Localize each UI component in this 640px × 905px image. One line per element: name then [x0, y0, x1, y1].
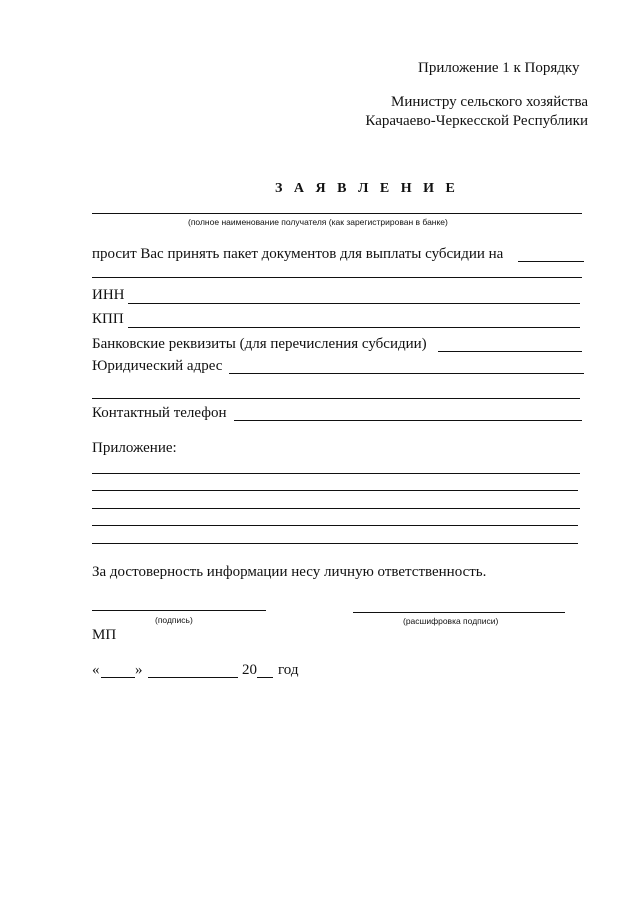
- date-year-field[interactable]: [257, 677, 273, 678]
- responsibility-statement: За достоверность информации несу личную ответственность.: [92, 564, 487, 580]
- addressee-line-2: Карачаево-Черкесской Республики: [365, 113, 588, 129]
- kpp-field[interactable]: [128, 327, 580, 328]
- document-title: З А Я В Л Е Н И Е: [275, 181, 459, 196]
- bank-details-label: Банковские реквизиты (для перечисления субсидии): [92, 336, 427, 352]
- request-text: просит Вас принять пакет документов для выплаты субсидии на: [92, 246, 504, 262]
- legal-address-field-cont[interactable]: [92, 398, 580, 399]
- date-year-word: год: [278, 662, 299, 678]
- signature-field[interactable]: [92, 610, 266, 611]
- stamp-place: МП: [92, 627, 117, 643]
- kpp-label: КПП: [92, 311, 124, 327]
- attachment-line[interactable]: [92, 525, 578, 526]
- inn-label: ИНН: [92, 287, 125, 303]
- date-close-quote: »: [135, 662, 143, 678]
- date-day-field[interactable]: [101, 677, 135, 678]
- date-year-prefix: 20: [242, 662, 257, 678]
- legal-address-label: Юридический адрес: [92, 358, 223, 374]
- date-open-quote: «: [92, 662, 100, 678]
- appendix-reference: Приложение 1 к Порядку: [418, 60, 580, 76]
- attachment-label: Приложение:: [92, 440, 177, 456]
- recipient-caption: (полное наименование получателя (как зарегистрирован в банке): [188, 217, 448, 227]
- attachment-line[interactable]: [92, 473, 580, 474]
- recipient-name-field[interactable]: [92, 213, 582, 214]
- subsidy-purpose-field[interactable]: [518, 261, 584, 262]
- phone-label: Контактный телефон: [92, 405, 227, 421]
- signature-decode-caption: (расшифровка подписи): [403, 616, 499, 626]
- addressee-line-1: Министру сельского хозяйства: [391, 94, 588, 110]
- subsidy-purpose-field-cont[interactable]: [92, 277, 582, 278]
- legal-address-field[interactable]: [229, 373, 584, 374]
- date-month-field[interactable]: [148, 677, 238, 678]
- signature-decode-field[interactable]: [353, 612, 565, 613]
- signature-caption: (подпись): [155, 615, 193, 625]
- attachment-line[interactable]: [92, 508, 580, 509]
- attachment-line[interactable]: [92, 543, 578, 544]
- inn-field[interactable]: [128, 303, 580, 304]
- phone-field[interactable]: [234, 420, 582, 421]
- attachment-line[interactable]: [92, 490, 578, 491]
- bank-details-field[interactable]: [438, 351, 582, 352]
